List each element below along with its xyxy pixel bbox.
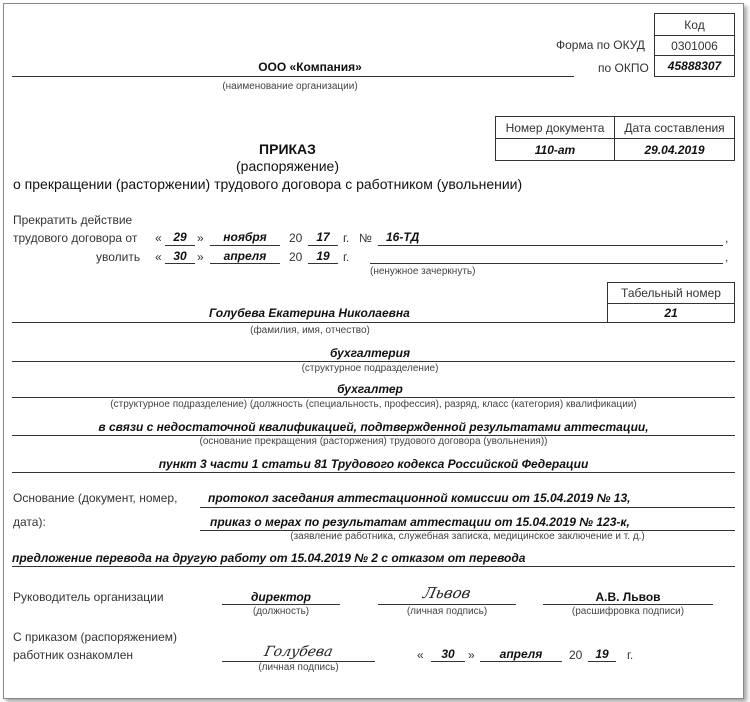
tab-number-value: 21 xyxy=(607,303,735,323)
contract-day-line xyxy=(165,245,195,246)
comma-1: , xyxy=(725,231,729,245)
tab-number-header: Табельный номер xyxy=(607,282,735,304)
quote-open: « xyxy=(155,231,162,245)
okpo-value: 45888307 xyxy=(667,59,722,73)
okud-value: 0301006 xyxy=(671,38,718,53)
dismiss-tail-line xyxy=(370,263,723,264)
dismiss-day: 30 xyxy=(173,249,187,263)
basis-doc-1: протокол заседания аттестационной комиссии от 15.04.2019 № 13, xyxy=(208,491,631,505)
okpo-value-cell xyxy=(654,55,735,77)
org-line xyxy=(12,76,574,77)
head-label: Руководитель организации xyxy=(13,590,164,604)
order-subtitle: (распоряжение) xyxy=(236,158,339,174)
basis-doc-2: приказ о мерах по результатам аттестации от 15.04.2019 № 123-к, xyxy=(210,515,630,529)
head-decoding-line xyxy=(543,604,713,605)
dismiss-year-line xyxy=(308,263,338,264)
contract-year-suffix: г. xyxy=(343,231,350,245)
dismissal-reason: в связи с недостаточной квалификацией, подтвержденной результатами аттестации, xyxy=(98,420,649,434)
quote-close: » xyxy=(197,231,204,245)
contract-number-line xyxy=(378,245,723,246)
ack-year: 19 xyxy=(595,647,609,661)
basis-doc-3-line xyxy=(12,566,735,567)
head-position: директор xyxy=(250,590,311,604)
kod-label: Код xyxy=(684,17,705,32)
reason-caption: (основание прекращения (расторжения) трудового договора (увольнения)) xyxy=(199,436,548,447)
contract-year-prefix: 20 xyxy=(289,231,303,245)
ack-month: апреля xyxy=(499,647,543,661)
basis-doc-1-line xyxy=(200,507,735,508)
dismiss-label: уволить xyxy=(96,250,141,264)
head-decoding-caption: (расшифровка подписи) xyxy=(571,606,685,617)
ack-day: 30 xyxy=(441,647,455,661)
head-signature-caption: (личная подпись) xyxy=(406,606,488,617)
dismiss-year: 19 xyxy=(316,249,330,263)
doc-date-header: Дата составления xyxy=(614,116,735,139)
ack-year-line xyxy=(588,661,616,662)
dismiss-month: апреля xyxy=(223,249,267,263)
ack-label-2: работник ознакомлен xyxy=(13,648,133,662)
head-signature-line xyxy=(378,604,516,605)
dismiss-year-prefix: 20 xyxy=(289,250,303,264)
comma-2: , xyxy=(725,250,729,264)
kod-header-cell xyxy=(654,13,735,36)
contract-year: 17 xyxy=(316,230,330,244)
ack-year-prefix: 20 xyxy=(569,648,583,662)
employee-signature-caption: (личная подпись) xyxy=(258,662,339,673)
contract-year-line xyxy=(308,245,338,246)
position-caption: (структурное подразделение) (должность (специальность, профессия), разряд, класс (категория) квалификации) xyxy=(110,399,637,410)
contract-month: ноября xyxy=(223,230,267,244)
contract-day: 29 xyxy=(173,230,187,244)
ack-month-line xyxy=(480,661,562,662)
basis-caption: (заявление работника, служебная записка, медицинское заключение и т. д.) xyxy=(290,531,645,542)
ack-label-1: С приказом (распоряжением) xyxy=(13,630,178,644)
basis-label-2: дата): xyxy=(13,515,46,529)
order-heading: о прекращении (расторжении) трудового договора с работником (увольнении) xyxy=(13,176,523,192)
department: бухгалтерия xyxy=(329,346,411,360)
employee-name-caption: (фамилия, имя, отчество) xyxy=(250,325,370,336)
org-caption: (наименование организации) xyxy=(222,81,358,92)
department-caption: (структурное подразделение) xyxy=(301,363,439,374)
position: бухгалтер xyxy=(337,382,403,396)
article-line xyxy=(12,472,735,473)
okpo-label: по ОКПО xyxy=(598,61,649,75)
head-signature: Львов xyxy=(421,584,473,602)
strike-caption: (ненужное зачеркнуть) xyxy=(370,266,476,277)
basis-label-1: Основание (документ, номер, xyxy=(13,491,178,505)
quote-close-2: » xyxy=(197,250,204,264)
okud-label: Форма по ОКУД xyxy=(556,38,645,52)
number-sign: № xyxy=(359,231,372,245)
ack-day-line xyxy=(431,661,465,662)
ack-quote-close: » xyxy=(468,648,475,662)
dismiss-year-suffix: г. xyxy=(343,250,350,264)
head-position-caption: (должность) xyxy=(252,606,310,617)
doc-number-value: 110-ат xyxy=(495,138,615,161)
quote-open-2: « xyxy=(155,250,162,264)
org-name: ООО «Компания» xyxy=(258,60,362,74)
dismiss-month-line xyxy=(210,263,280,264)
terminate-label-2: трудового договора от xyxy=(13,231,138,245)
law-article: пункт 3 части 1 статьи 81 Трудового кодекса Российской Федерации xyxy=(158,457,589,471)
doc-date-value: 29.04.2019 xyxy=(614,138,735,161)
contract-month-line xyxy=(210,245,280,246)
head-position-line xyxy=(222,604,340,605)
terminate-label-1: Прекратить действие xyxy=(13,213,133,227)
order-title: ПРИКАЗ xyxy=(259,141,316,157)
employee-name: Голубева Екатерина Николаевна xyxy=(209,306,410,320)
dismiss-day-line xyxy=(165,263,195,264)
ack-quote-open: « xyxy=(417,648,424,662)
basis-doc-3: предложение перевода на другую работу от 15.04.2019 № 2 с отказом от перевода xyxy=(12,551,526,565)
doc-number-header: Номер документа xyxy=(495,116,615,139)
position-line xyxy=(12,397,735,398)
employee-name-line xyxy=(12,322,607,323)
head-decoding: А.В. Львов xyxy=(595,590,661,604)
department-line xyxy=(12,361,735,362)
employee-signature: Голубева xyxy=(262,644,335,660)
ack-year-suffix: г. xyxy=(627,648,634,662)
contract-number: 16-ТД xyxy=(386,230,420,244)
okud-value-cell xyxy=(654,35,735,56)
